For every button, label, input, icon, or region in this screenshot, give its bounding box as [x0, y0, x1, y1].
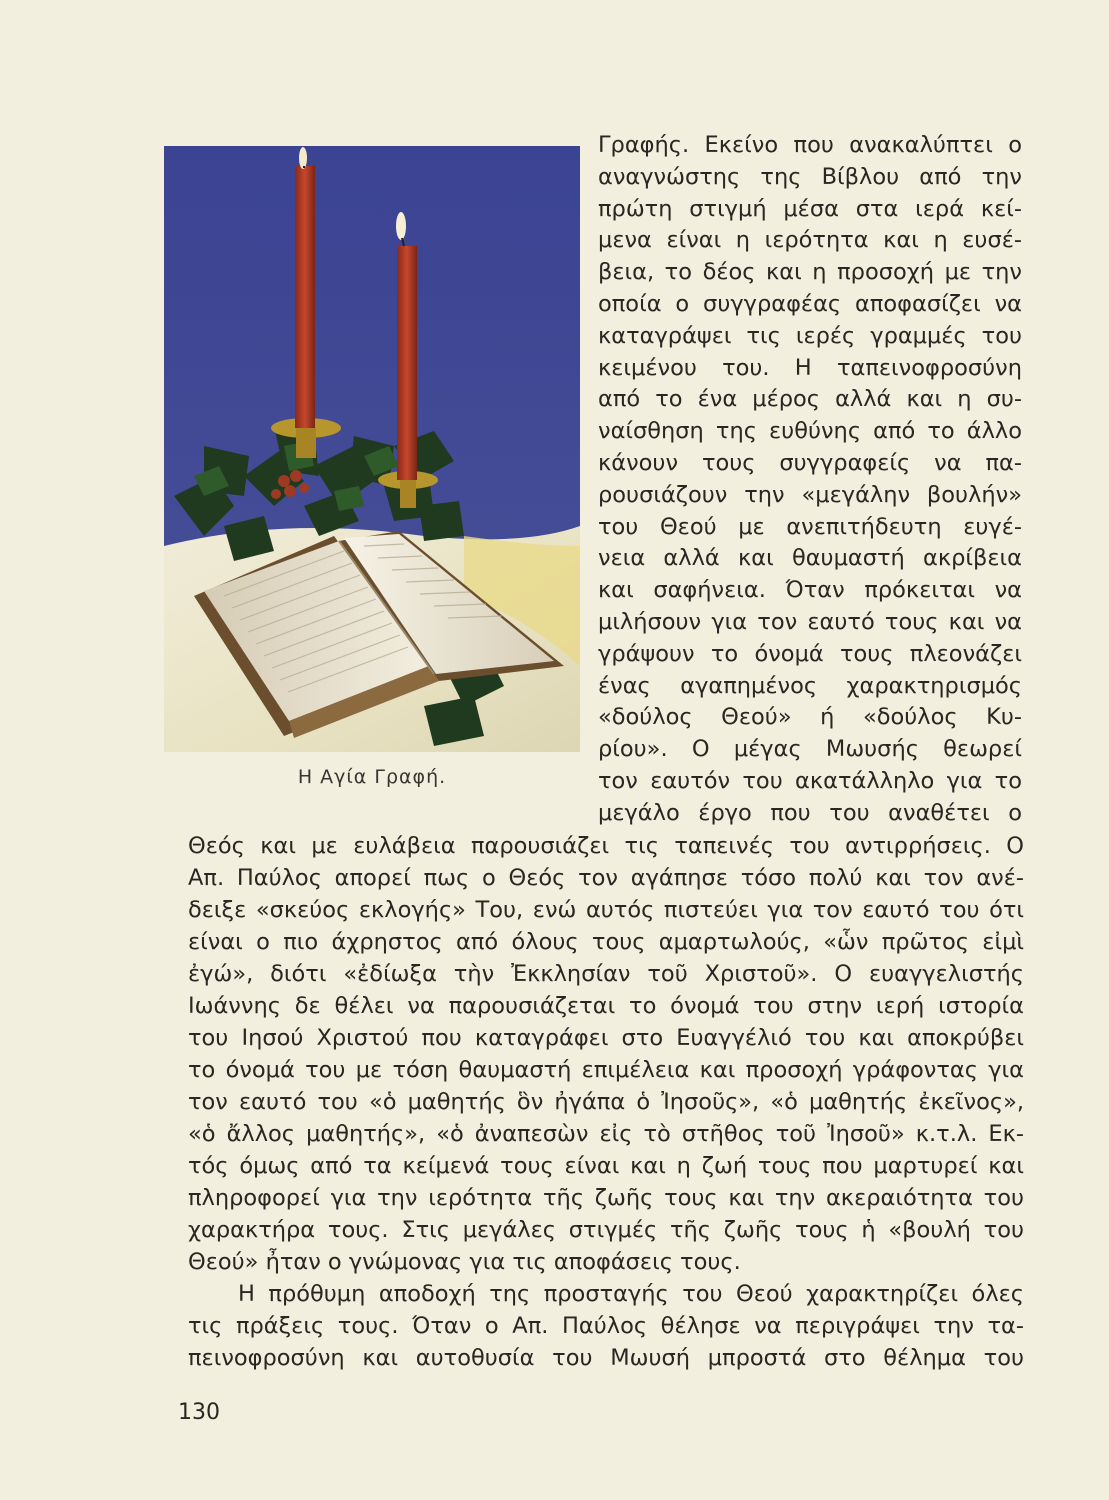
text-line: βεια, το δέος και η προσοχή με την: [598, 259, 1022, 286]
text-line: τός όμως από τα κείμενά τους είναι και η ζωή τους που μαρτυρεί και: [188, 1153, 1024, 1179]
page-number: 130: [178, 1400, 220, 1425]
text-line: ένας αγαπημένος χαρακτηρισμός: [598, 672, 1022, 699]
text-line: και σαφήνεια. Όταν πρόκειται να: [598, 577, 1022, 604]
text-line: Γραφής. Εκείνο που ανακαλύπτει ο: [598, 132, 1022, 158]
text-line: ρουσιάζουν την «μεγάλην βουλήν»: [598, 481, 1022, 508]
text-line: Θεός και με ευλάβεια παρουσιάζει τις ταπεινές του αντιρρήσεις. Ο: [188, 833, 1024, 859]
text-line: χαρακτήρα τους. Στις μεγάλες στιγμές τῆς ζωῆς τους ἡ «βουλή του: [188, 1217, 1024, 1243]
full-width-paragraphs: [188, 830, 1024, 1374]
text-line: το όνομά του με τόση θαυμαστή επιμέλεια και προσοχή γράφοντας για: [188, 1057, 1024, 1083]
text-line: αναγνώστης της Βίβλου από την: [598, 163, 1022, 190]
text-line: ναίσθηση της ευθύνης από το άλλο: [598, 418, 1022, 445]
text-line: τον εαυτό του «ὁ μαθητής ὃν ἠγάπα ὁ Ἰησοῦς», «ὁ μαθητής ἐκεῖνος»,: [188, 1089, 1024, 1115]
text-line: κάνουν τους συγγραφείς να πα-: [598, 449, 1022, 476]
text-line: νεια αλλά και θαυμαστή ακρίβεια: [598, 545, 1022, 572]
text-line: του Θεού με ανεπιτήδευτη ευγέ-: [598, 513, 1022, 540]
text-line: ἐγώ», διότι «ἐδίωξα τὴν Ἐκκλησίαν τοῦ Χριστοῦ». Ο ευαγγελιστής: [188, 961, 1024, 987]
text-line: του Ιησού Χριστού που καταγράφει στο Ευαγγέλιό του και αποκρύβει: [188, 1025, 1024, 1051]
text-line: γράψουν το όνομά τους πλεονάζει: [598, 640, 1022, 667]
figure-caption: Η Αγία Γραφή.: [297, 766, 447, 788]
text-line: δειξε «σκεύος εκλογής» Του, ενώ αυτός πιστεύει για τον εαυτό του ότι: [188, 897, 1024, 923]
text-line: κειμένου του. Η ταπεινοφροσύνη: [598, 354, 1022, 381]
bible-candles-photo: [164, 146, 580, 752]
text-line: μενα είναι η ιερότητα και η ευσέ-: [598, 227, 1022, 254]
text-line: τον εαυτόν του ακατάλληλο για το: [598, 767, 1022, 794]
text-line: Απ. Παύλος απορεί πως ο Θεός τον αγάπησε τόσο πολύ και τον ανέ-: [188, 865, 1024, 891]
text-line: πεινοφροσύνη και αυτοθυσία του Μωυσή μπροστά στο θέλημα του: [188, 1345, 1024, 1371]
text-line: οποία ο συγγραφέας αποφασίζει να: [598, 290, 1022, 317]
text-line: «δούλος Θεού» ή «δούλος Κυ-: [598, 704, 1022, 731]
paragraph-first-line: Η πρόθυμη αποδοχή της προσταγής του Θεού χαρακτηρίζει όλες: [238, 1281, 1024, 1307]
text-line: είναι ο πιο άχρηστος από όλους τους αμαρτωλούς, «ὧν πρῶτος εἰμὶ: [188, 929, 1024, 955]
text-line: μεγάλο έργο που του αναθέτει ο: [598, 799, 1022, 826]
text-line: ρίου». Ο μέγας Μωυσής θεωρεί: [598, 736, 1022, 763]
text-line: τις πράξεις τους. Όταν ο Απ. Παύλος θέλησε να περιγράψει την τα-: [188, 1313, 1024, 1339]
text-line: καταγράψει τις ιερές γραμμές του: [598, 322, 1022, 349]
text-line: μιλήσουν για τον εαυτό τους και να: [598, 608, 1022, 635]
photo-illustration: [164, 146, 580, 752]
text-line: «ὁ ἄλλος μαθητής», «ὁ ἀναπεσὼν εἰς τὸ στῆθος τοῦ Ἰησοῦ» κ.τ.λ. Εκ-: [188, 1121, 1024, 1147]
text-line: πρώτη στιγμή μέσα στα ιερά κεί-: [598, 195, 1022, 222]
text-line: από το ένα μέρος αλλά και η συ-: [598, 386, 1022, 413]
column-paragraph: [598, 130, 1022, 830]
text-line: Θεού» ἦταν ο γνώμονας για τις αποφάσεις τους.: [188, 1249, 741, 1275]
text-line: Ιωάννης δε θέλει να παρουσιάζεται το όνομά του στην ιερή ιστορία: [188, 993, 1024, 1019]
text-line: πληροφορεί για την ιερότητα τῆς ζωῆς τους και την ακεραιότητα του: [188, 1185, 1024, 1211]
